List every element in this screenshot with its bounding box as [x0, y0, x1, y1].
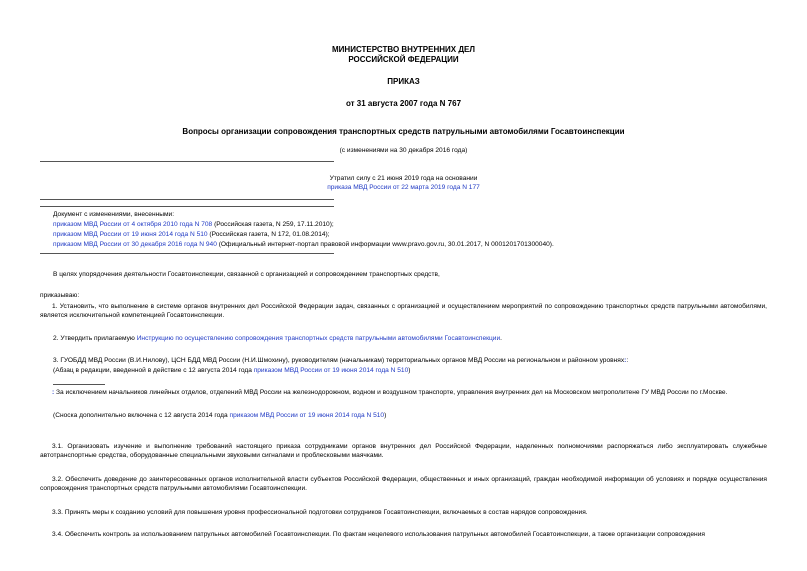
paragraph-3-2: 3.2. Обеспечить доведение до заинтересованных органов исполнительной власти субъектов Российской Федерации, общественных и иных организаций, граждан необходимой информации об условиях и порядке осуществления сопровождения транспортных средств патрульными автомобилями Госавтоинспекции. [40, 476, 767, 492]
footnote-separator [53, 384, 105, 385]
footnote-text: За исключением начальников линейных отделов, отделений МВД России на железнодорожном, водном и воздушном транспорте, управления внутренних дел на Московском метрополитене ГУ МВД России по г.Москве. [54, 389, 728, 396]
paragraph-3-4: 3.4. Обеспечить контроль за использованием патрульных автомобилей Госавтоинспекции. По фактам нецелевого использования патрульных автомобилей Госавтоинспекции, а также организации сопровождения [52, 531, 705, 538]
separator-line [40, 206, 334, 207]
changes-intro: Документ с изменениями, внесенными: [53, 211, 175, 218]
paragraph-3-1: 3.1. Организовать изучение и выполнение требований настоящего приказа сотрудниками органов внутренних дел Российской Федерации, наделенных полномочиями распоряжаться либо эксплуатировать служебные автотранспортные средства, оборудованные специальными звуковыми сигналами и проблесковыми маячками. [40, 443, 767, 459]
footnote-ref-link[interactable]: : [624, 357, 627, 364]
doc-date-number: от 31 августа 2007 года N 767 [345, 99, 462, 108]
changes-item [53, 220, 334, 229]
paragraph-3-3: 3.3. Принять меры к созданию условий для повышения уровня профессиональной подготовки сотрудников Госавтоинспекции, включаемых в состав нарядов сопровождения. [52, 509, 588, 516]
note-end: ) [384, 412, 387, 419]
changes-item-link[interactable]: приказом МВД России от 19 июня 2014 года N 510 [53, 231, 208, 238]
ministry-line-1: МИНИСТЕРСТВО ВНУТРЕННИХ ДЕЛ [332, 45, 475, 54]
paragraph-2-end: . [500, 335, 503, 342]
paragraph-3-text: 3. ГУОБДД МВД России (В.И.Нилову), ЦСН БДД МВД России (Н.И.Шмохину), руководителям (начальникам) территориальных органов МВД России на региональном и районном уровнях [53, 357, 625, 364]
changes-item-text: (Официальный интернет-портал правовой информации www.pravo.gov.ru, 30.01.2017, N 0001201701300040). [216, 241, 554, 248]
paragraph-2 [53, 334, 502, 343]
separator-line [40, 253, 334, 254]
note-end: ) [408, 367, 411, 374]
paragraph-1: 1. Установить, что выполнение в системе органов внутренних дел Российской Федерации задач, связанных с организацией и осуществлением мероприятий по сопровождению транспортных средств патрульными автомобилями, является исключительной компетенцией Госавтоинспекции. [40, 303, 767, 319]
instruction-link[interactable]: Инструкцию по осуществлению сопровождения транспортных средств патрульными автомобилями Госавтоинспекции [136, 335, 501, 342]
paragraph-3-note [53, 366, 410, 375]
separator-line [40, 199, 334, 200]
changes-item-link[interactable]: приказом МВД России от 4 октября 2010 года N 708 [53, 221, 213, 228]
changes-item-text: (Российская газета, N 172, 01.08.2014); [207, 231, 330, 238]
paragraph-2-text: 2. Утвердить прилагаемую [53, 335, 137, 342]
note-text: (Абзац в редакции, введенной в действие с 12 августа 2014 года [53, 367, 254, 374]
order-word: приказываю: [40, 292, 80, 299]
changes-item [53, 230, 330, 239]
separator-line [40, 161, 334, 162]
changes-item-text: (Российская газета, N 259, 17.11.2010); [212, 221, 334, 228]
amendments-note: (с изменениями на 30 декабря 2016 года) [339, 147, 468, 154]
changes-item [53, 240, 554, 249]
changes-item-link[interactable]: приказом МВД России от 30 декабря 2016 года N 940 [53, 241, 217, 248]
footnote-note [53, 411, 386, 420]
footnote [40, 388, 767, 397]
paragraph-3 [53, 356, 628, 365]
status-link[interactable]: приказа МВД России от 22 марта 2019 года N 177 [327, 184, 480, 191]
footnote-marker[interactable]: : [52, 389, 55, 396]
note-link[interactable]: приказом МВД России от 19 июня 2014 года N 510 [229, 412, 385, 419]
status-line: Утратил силу с 21 июня 2019 года на основании [329, 175, 478, 182]
paragraph-3-colon: : [626, 357, 629, 364]
preamble: В целях упорядочения деятельности Госавтоинспекции, связанной с организацией и сопровождением транспортных средств, [53, 271, 440, 278]
doc-title: Вопросы организации сопровождения транспортных средств патрульными автомобилями Госавтоинспекции [182, 127, 625, 136]
ministry-line-2: РОССИЙСКОЙ ФЕДЕРАЦИИ [348, 55, 459, 64]
note-text: (Сноска дополнительно включена с 12 августа 2014 года [53, 412, 230, 419]
note-link[interactable]: приказом МВД России от 19 июня 2014 года N 510 [253, 367, 409, 374]
doc-type: ПРИКАЗ [387, 77, 420, 86]
